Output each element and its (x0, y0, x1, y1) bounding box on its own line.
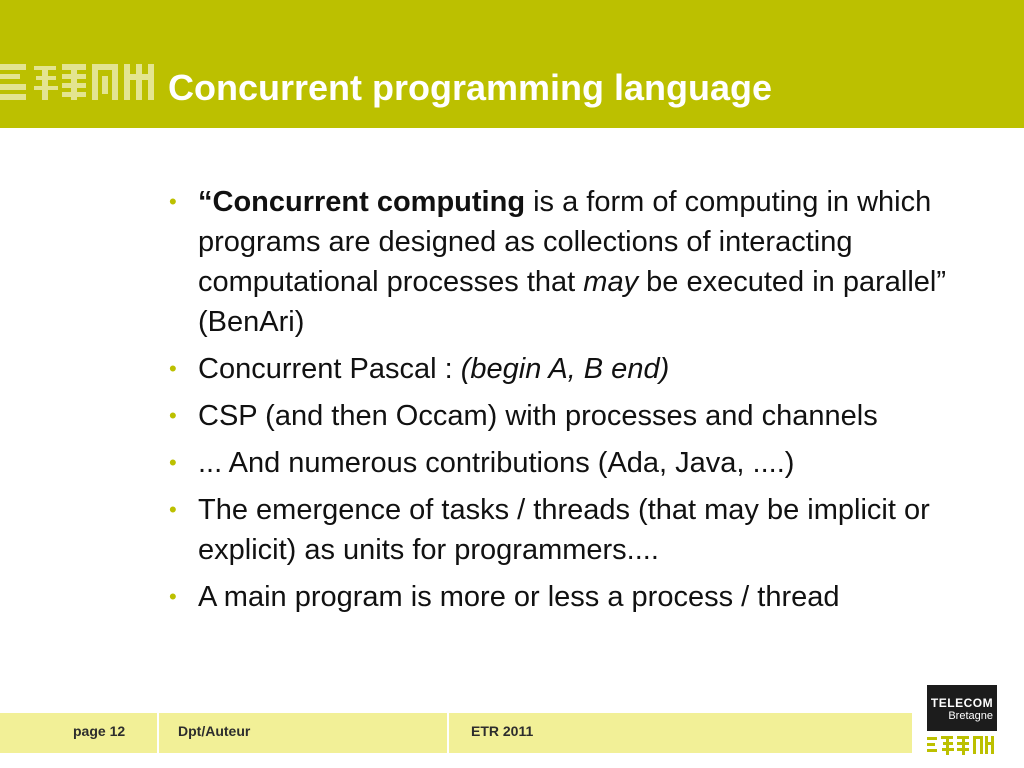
slide-content (165, 182, 975, 624)
bullet-list (165, 182, 975, 617)
footer-event: ETR 2011 (471, 723, 534, 739)
footer-page-bar (0, 713, 157, 753)
school-logo-icon (0, 60, 160, 104)
bullet-text: The emergence of tasks / threads (that may be implicit or explicit) as units for programmers.... (198, 494, 930, 566)
footer-author: Dpt/Auteur (178, 723, 251, 739)
telecom-bretagne-logo (927, 685, 997, 731)
bullet-dot-icon: • (169, 450, 177, 475)
bullet-item (165, 490, 975, 570)
brand-glyph-icon (927, 734, 997, 756)
bullet-dot-icon: • (169, 189, 177, 214)
bullet-item (165, 182, 975, 342)
slide-title: Concurrent programming language (168, 67, 773, 108)
bullet-text: is a form of computing in which programs are designed as collections of interacting computational processes that (198, 186, 932, 298)
bullet-text: ... And numerous contributions (Ada, Java, ....) (198, 447, 795, 479)
page-number: page 12 (73, 723, 126, 739)
bullet-text: be executed in parallel” (BenAri) (198, 266, 946, 338)
bullet-item (165, 443, 975, 483)
brand-subname: Bretagne (948, 710, 993, 722)
footer-author-bar (159, 713, 447, 753)
bullet-text: A main program is more or less a process / thread (198, 581, 840, 613)
bullet-text: (begin A, B end) (460, 353, 670, 385)
bullet-item (165, 349, 975, 389)
bullet-text: Concurrent Pascal : (198, 353, 461, 385)
bullet-text: may (583, 266, 639, 298)
bullet-dot-icon: • (169, 584, 177, 609)
footer-event-bar (449, 713, 912, 753)
slide-header (0, 0, 1024, 128)
bullet-text: “Concurrent computing (198, 186, 526, 218)
bullet-item (165, 577, 975, 617)
bullet-dot-icon: • (169, 356, 177, 381)
bullet-item (165, 396, 975, 436)
bullet-text: CSP (and then Occam) with processes and channels (198, 400, 878, 432)
bullet-dot-icon: • (169, 497, 177, 522)
bullet-dot-icon: • (169, 403, 177, 428)
brand-name: TELECOM (930, 696, 994, 710)
